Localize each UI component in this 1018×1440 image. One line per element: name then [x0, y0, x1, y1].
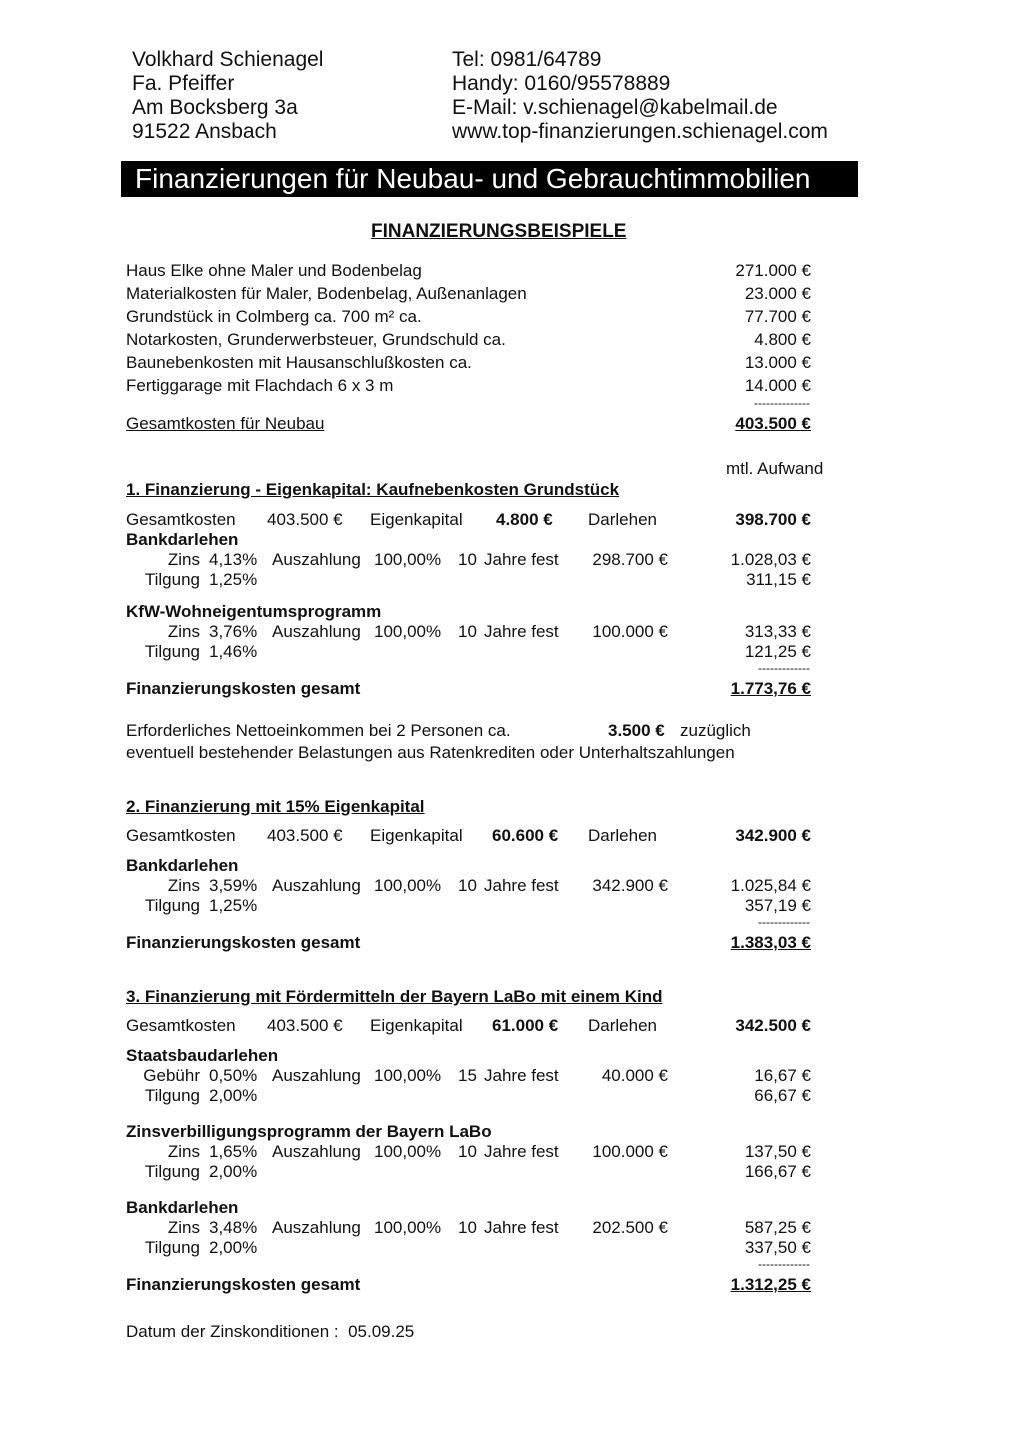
- loan-tilgung: 1,25%: [209, 570, 258, 589]
- sum-separator: -------------: [758, 661, 810, 675]
- loan-tilgung: 1,46%: [209, 642, 258, 661]
- loan-rate-monthly: 16,67 €: [754, 1066, 811, 1085]
- cost-total-label: Gesamtkosten für Neubau: [126, 414, 325, 433]
- income-note: eventuell bestehender Belastungen aus Ratenkrediten oder Unterhaltszahlungen: [126, 743, 735, 762]
- total-value: 1.312,25 €: [730, 1275, 811, 1294]
- loan-payout-label: Auszahlung: [272, 1218, 361, 1237]
- loan-rate-monthly: 1.025,84 €: [730, 876, 811, 895]
- loan-years: 10: [458, 550, 477, 569]
- income-value: 3.500 €: [608, 721, 665, 740]
- label-darlehen: Darlehen: [588, 826, 657, 845]
- loan-years: 10: [458, 876, 477, 895]
- contact-website[interactable]: www.top-finanzierungen.schienagel.com: [452, 120, 828, 143]
- loan-name: Zinsverbilligungsprogramm der Bayern LaBo: [126, 1122, 492, 1141]
- loan-amount: 100.000 €: [592, 622, 668, 641]
- rate-date: [126, 1322, 414, 1342]
- loan-tilgung-monthly: 337,50 €: [744, 1238, 811, 1257]
- loan-tilgung-label: Tilgung: [144, 1086, 200, 1105]
- section-title: 1. Finanzierung - Eigenkapital: Kaufnebenkosten Grundstück: [126, 480, 620, 499]
- label-darlehen: Darlehen: [588, 1016, 657, 1035]
- loan-name: Bankdarlehen: [126, 856, 239, 875]
- loan-name: Bankdarlehen: [126, 530, 239, 549]
- cost-item-label: Fertiggarage mit Flachdach 6 x 3 m: [126, 376, 394, 395]
- monthly-column-header: mtl. Aufwand: [726, 459, 824, 478]
- loan-payout: 100,00%: [374, 1142, 442, 1161]
- contact-name: Volkhard Schienagel: [132, 48, 324, 71]
- loan-payout-label: Auszahlung: [272, 876, 361, 895]
- cost-item-label: Materialkosten für Maler, Bodenbelag, Außenanlagen: [126, 284, 527, 303]
- cost-item-value: 4.800 €: [754, 330, 811, 349]
- loan-rate: 3,59%: [209, 876, 258, 895]
- page-title: FINANZIERUNGSBEISPIELE: [371, 221, 627, 242]
- loan-rate: 1,65%: [209, 1142, 258, 1161]
- loan-tilgung-label: Tilgung: [144, 1162, 200, 1181]
- loan-payout: 100,00%: [374, 1218, 442, 1237]
- loan-rate-label: Zins: [167, 622, 200, 641]
- cost-item-label: Grundstück in Colmberg ca. 700 m² ca.: [126, 307, 422, 326]
- rate-date-value: 05.09.25: [348, 1322, 415, 1341]
- label-eigenkapital: Eigenkapital: [370, 1016, 463, 1035]
- section-title: 3. Finanzierung mit Fördermitteln der Bayern LaBo mit einem Kind: [126, 987, 663, 1006]
- loan-years: 10: [458, 1142, 477, 1161]
- total-value: 1.773,76 €: [730, 679, 811, 698]
- loan-rate-monthly: 313,33 €: [744, 622, 811, 641]
- loan-payout-label: Auszahlung: [272, 550, 361, 569]
- loan-tilgung-label: Tilgung: [144, 570, 200, 589]
- loan-payout: 100,00%: [374, 622, 442, 641]
- contact-email[interactable]: E-Mail: v.schienagel@kabelmail.de: [452, 96, 778, 119]
- loan-rate-label: Zins: [167, 876, 200, 895]
- loan-amount: 40.000 €: [601, 1066, 668, 1085]
- sum-separator: -------------: [758, 915, 810, 929]
- loan-tilgung-label: Tilgung: [144, 1238, 200, 1257]
- loan-tilgung-label: Tilgung: [144, 642, 200, 661]
- contact-company: Fa. Pfeiffer: [132, 72, 235, 95]
- loan-amount: 202.500 €: [592, 1218, 668, 1237]
- label-eigenkapital: Eigenkapital: [370, 510, 463, 529]
- loan-payout: 100,00%: [374, 550, 442, 569]
- cost-item-label: Haus Elke ohne Maler und Bodenbelag: [126, 261, 422, 280]
- loan-amount: 342.900 €: [592, 876, 668, 895]
- loan-payout: 100,00%: [374, 1066, 442, 1085]
- loan-years: 10: [458, 1218, 477, 1237]
- loan-name: KfW-Wohneigentumsprogramm: [126, 602, 382, 621]
- loan-name: Bankdarlehen: [126, 1198, 239, 1217]
- loan-tilgung-monthly: 311,15 €: [746, 570, 811, 589]
- cost-item-value: 271.000 €: [735, 261, 811, 280]
- income-text: Erforderliches Nettoeinkommen bei 2 Personen ca.: [126, 721, 511, 740]
- total-label: Finanzierungskosten gesamt: [126, 933, 361, 952]
- loan-amount: 100.000 €: [592, 1142, 668, 1161]
- loan-rate-label: Gebühr: [143, 1066, 200, 1085]
- loan-fix-label: Jahre fest: [484, 550, 559, 569]
- loan-years: 15: [458, 1066, 477, 1085]
- contact-mobile: Handy: 0160/95578889: [452, 72, 671, 95]
- contact-phone: Tel: 0981/64789: [452, 48, 602, 71]
- total-label: Finanzierungskosten gesamt: [126, 679, 361, 698]
- rate-date-label: Datum der Zinskonditionen :: [126, 1322, 339, 1341]
- loan-fix-label: Jahre fest: [484, 876, 559, 895]
- contact-street: Am Bocksberg 3a: [132, 96, 298, 119]
- loan-payout: 100,00%: [374, 876, 442, 895]
- loan-tilgung: 1,25%: [209, 896, 258, 915]
- loan-rate-label: Zins: [167, 1218, 200, 1237]
- loan-tilgung-monthly: 121,25 €: [744, 642, 811, 661]
- label-gesamtkosten: Gesamtkosten: [126, 510, 236, 529]
- loan-payout-label: Auszahlung: [272, 622, 361, 641]
- contact-city: 91522 Ansbach: [132, 120, 277, 143]
- loan-tilgung: 2,00%: [209, 1162, 258, 1181]
- loan-rate-label: Zins: [167, 1142, 200, 1161]
- sum-separator: --------------: [754, 396, 810, 410]
- label-eigenkapital: Eigenkapital: [370, 826, 463, 845]
- value-eigenkapital: 60.600 €: [492, 826, 559, 845]
- income-suffix: zuzüglich: [680, 721, 751, 740]
- loan-rate-monthly: 587,25 €: [744, 1218, 811, 1237]
- cost-item-label: Baunebenkosten mit Hausanschlußkosten ca.: [126, 353, 472, 372]
- loan-payout-label: Auszahlung: [272, 1142, 361, 1161]
- loan-fix-label: Jahre fest: [484, 622, 559, 641]
- value-gesamtkosten: 403.500 €: [267, 1016, 343, 1035]
- cost-item-label: Notarkosten, Grunderwerbsteuer, Grundschuld ca.: [126, 330, 506, 349]
- loan-tilgung-monthly: 66,67 €: [754, 1086, 811, 1105]
- label-gesamtkosten: Gesamtkosten: [126, 826, 236, 845]
- loan-rate-label: Zins: [167, 550, 200, 569]
- loan-tilgung-label: Tilgung: [144, 896, 200, 915]
- value-eigenkapital: 61.000 €: [492, 1016, 559, 1035]
- sum-separator: -------------: [758, 1257, 810, 1271]
- loan-tilgung-monthly: 166,67 €: [744, 1162, 811, 1181]
- cost-item-value: 14.000 €: [744, 376, 811, 395]
- total-value: 1.383,03 €: [730, 933, 811, 952]
- cost-item-value: 13.000 €: [744, 353, 811, 372]
- loan-rate: 0,50%: [209, 1066, 258, 1085]
- loan-amount: 298.700 €: [592, 550, 668, 569]
- loan-rate-monthly: 137,50 €: [744, 1142, 811, 1161]
- value-gesamtkosten: 403.500 €: [267, 826, 343, 845]
- loan-rate: 3,48%: [209, 1218, 258, 1237]
- value-eigenkapital: 4.800 €: [496, 510, 553, 529]
- label-gesamtkosten: Gesamtkosten: [126, 1016, 236, 1035]
- cost-item-value: 77.700 €: [744, 307, 811, 326]
- loan-tilgung-monthly: 357,19 €: [744, 896, 811, 915]
- cost-total-value: 403.500 €: [735, 414, 811, 433]
- loan-tilgung: 2,00%: [209, 1238, 258, 1257]
- label-darlehen: Darlehen: [588, 510, 657, 529]
- loan-fix-label: Jahre fest: [484, 1142, 559, 1161]
- section-title: 2. Finanzierung mit 15% Eigenkapital: [126, 797, 425, 816]
- loan-rate: 4,13%: [209, 550, 258, 569]
- value-darlehen: 398.700 €: [735, 510, 811, 529]
- loan-years: 10: [458, 622, 477, 641]
- value-darlehen: 342.500 €: [735, 1016, 811, 1035]
- banner-title: Finanzierungen für Neubau- und Gebrauchtimmobilien: [121, 161, 858, 197]
- loan-rate-monthly: 1.028,03 €: [730, 550, 811, 569]
- total-label: Finanzierungskosten gesamt: [126, 1275, 361, 1294]
- loan-rate: 3,76%: [209, 622, 258, 641]
- loan-fix-label: Jahre fest: [484, 1218, 559, 1237]
- loan-fix-label: Jahre fest: [484, 1066, 559, 1085]
- loan-tilgung: 2,00%: [209, 1086, 258, 1105]
- value-darlehen: 342.900 €: [735, 826, 811, 845]
- cost-item-value: 23.000 €: [744, 284, 811, 303]
- loan-name: Staatsbaudarlehen: [126, 1046, 279, 1065]
- value-gesamtkosten: 403.500 €: [267, 510, 343, 529]
- loan-payout-label: Auszahlung: [272, 1066, 361, 1085]
